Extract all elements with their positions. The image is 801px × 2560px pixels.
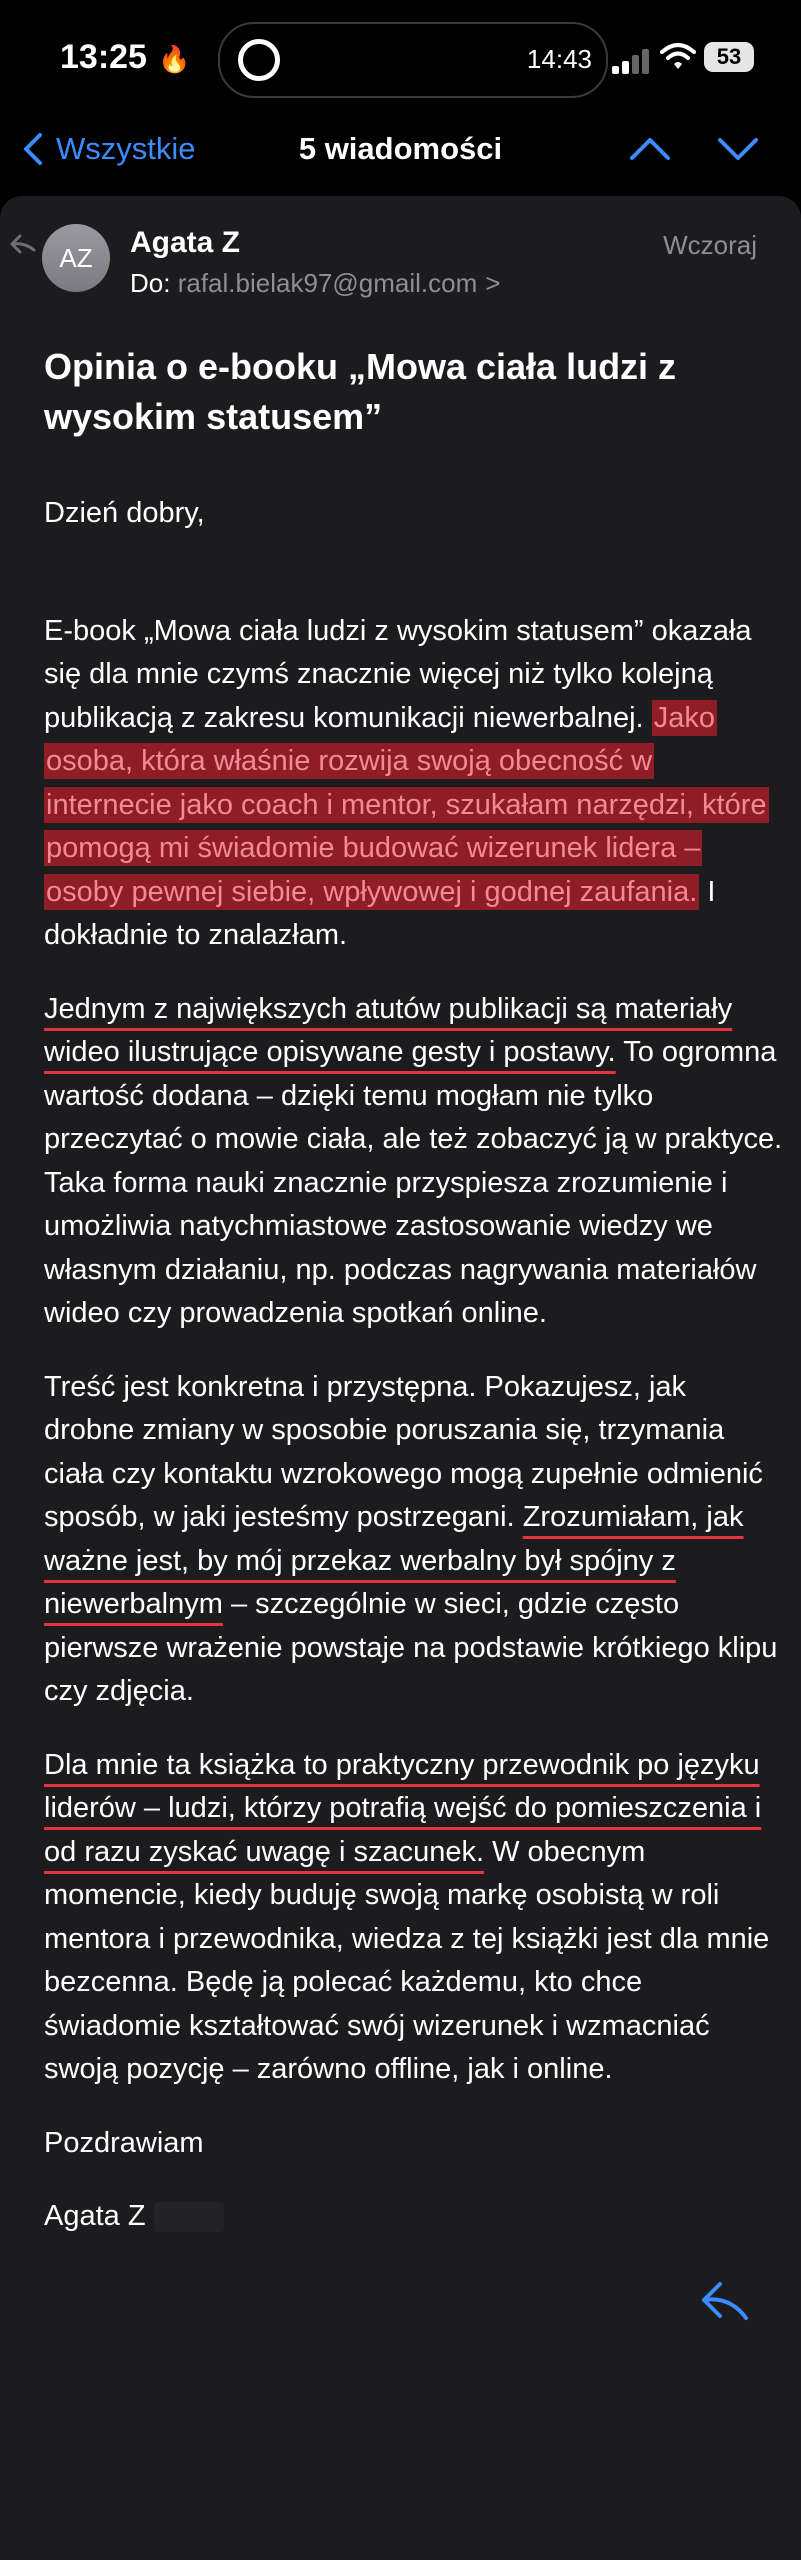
message-body [44, 492, 784, 2239]
avatar[interactable]: AZ [42, 224, 110, 292]
underlined-text: Dla mnie ta książka to praktyczny przewodnik po języku liderów – ludzi, którzy potrafią wejść do pomieszczenia i od razu zyskać uwagę i szacunek. [44, 1748, 762, 1868]
recipient-address: rafal.bielak97@gmail.com [177, 268, 478, 298]
activity-ring-icon [238, 39, 280, 81]
chevron-right-icon: > [485, 268, 501, 298]
message-date: Wczoraj [663, 230, 757, 260]
paragraph-2 [44, 988, 784, 1336]
nav-bar [0, 110, 801, 190]
status-bar [0, 0, 801, 110]
paragraph-4 [44, 1744, 784, 2092]
battery-indicator: 53 [704, 42, 754, 72]
signature: Agata Z [44, 2200, 146, 2232]
paragraph-4-text: W obecnym momencie, kiedy buduję swoją markę osobistą w roli mentora i przewodnika, wiedza z tej książki jest dla mnie bezcenna. Będę ją polecać każdemu, kto chce świadomie kształtować swój wizerunek i wzmacniać swoją pozycję – zarówno offline, jak i online. [44, 1835, 770, 2085]
paragraph-3 [44, 1366, 784, 1714]
redacted-area [154, 2202, 224, 2232]
next-message-chevron-down-icon[interactable] [716, 128, 760, 168]
chevron-left-icon [22, 132, 44, 166]
previous-message-chevron-up-icon[interactable] [628, 128, 672, 168]
highlighted-text: Jako osoba, która właśnie rozwija swoją obecność w internecie jako coach i mentor, szukałam narzędzi, które pomogą mi świadomie budować wizerunek lidera – osoby pewnej siebie, wpływowej i godnej zaufania. [46, 701, 767, 908]
back-button[interactable] [22, 124, 196, 174]
status-time: 13:25 [60, 38, 147, 76]
message-count-title: 5 wiadomości [298, 131, 503, 166]
underlined-text: Jednym z największych atutów publikacji są materiały wideo ilustrujące opisywane gesty i postawy. [44, 992, 733, 1068]
reply-arrow-icon[interactable] [700, 2280, 750, 2324]
paragraph-3-end: – szczególnie w sieci, gdzie często pierwsze wrażenie powstaje na podstawie krótkiego klipu czy zdjęcia. [44, 1588, 778, 1707]
flame-icon: 🔥 [158, 44, 191, 74]
to-label: Do: [130, 268, 171, 298]
paragraph-1-end: I dokładnie to znalazłam. [44, 875, 716, 951]
signature-line [44, 2195, 784, 2239]
back-label: Wszystkie [56, 131, 196, 166]
message-card [0, 196, 801, 2560]
sender-name[interactable]: Agata Z [130, 226, 241, 259]
underlined-text: Zrozumiałam, jak ważne jest, by mój przekaz werbalny był spójny z niewerbalnym [44, 1501, 744, 1620]
paragraph-2-text: To ogromna wartość dodana – dzięki temu mogłam nie tylko przeczytać o mowie ciała, ale też zobaczyć ją w praktyce. Taka forma nauki znacznie przyspiesza zrozumienie i umożliwia natychmiastowe zastosowanie wiedzy we własnym działaniu, np. podczas nagrywania materiałów wideo czy prowadzenia spotkań online. [44, 1036, 783, 1329]
greeting: Dzień dobry, [44, 497, 205, 529]
signal-icon [612, 48, 652, 74]
island-time: 14:43 [526, 44, 592, 74]
paragraph-1 [44, 610, 784, 958]
paragraph-1-text: E-book „Mowa ciała ludzi z wysokim statusem” okazała się dla mnie czymś znacznie więcej niż tylko kolejną publikacją z zakresu komunikacji niewerbalnej. [44, 614, 752, 734]
replied-arrow-icon [10, 234, 36, 256]
wifi-icon [660, 42, 696, 72]
recipient-line[interactable] [130, 268, 500, 299]
dynamic-island[interactable] [218, 22, 608, 98]
message-subject: Opinia o e-booku „Mowa ciała ludzi z wysokim statusem” [44, 346, 677, 437]
closing: Pozdrawiam [44, 2126, 204, 2159]
paragraph-3-text: Treść jest konkretna i przystępna. Pokazujesz, jak drobne zmiany w sposobie poruszania się, trzymania ciała czy kontaktu wzrokowego mogą zupełnie odmienić sposób, w jaki jesteśmy postrzegani. [44, 1370, 763, 1533]
